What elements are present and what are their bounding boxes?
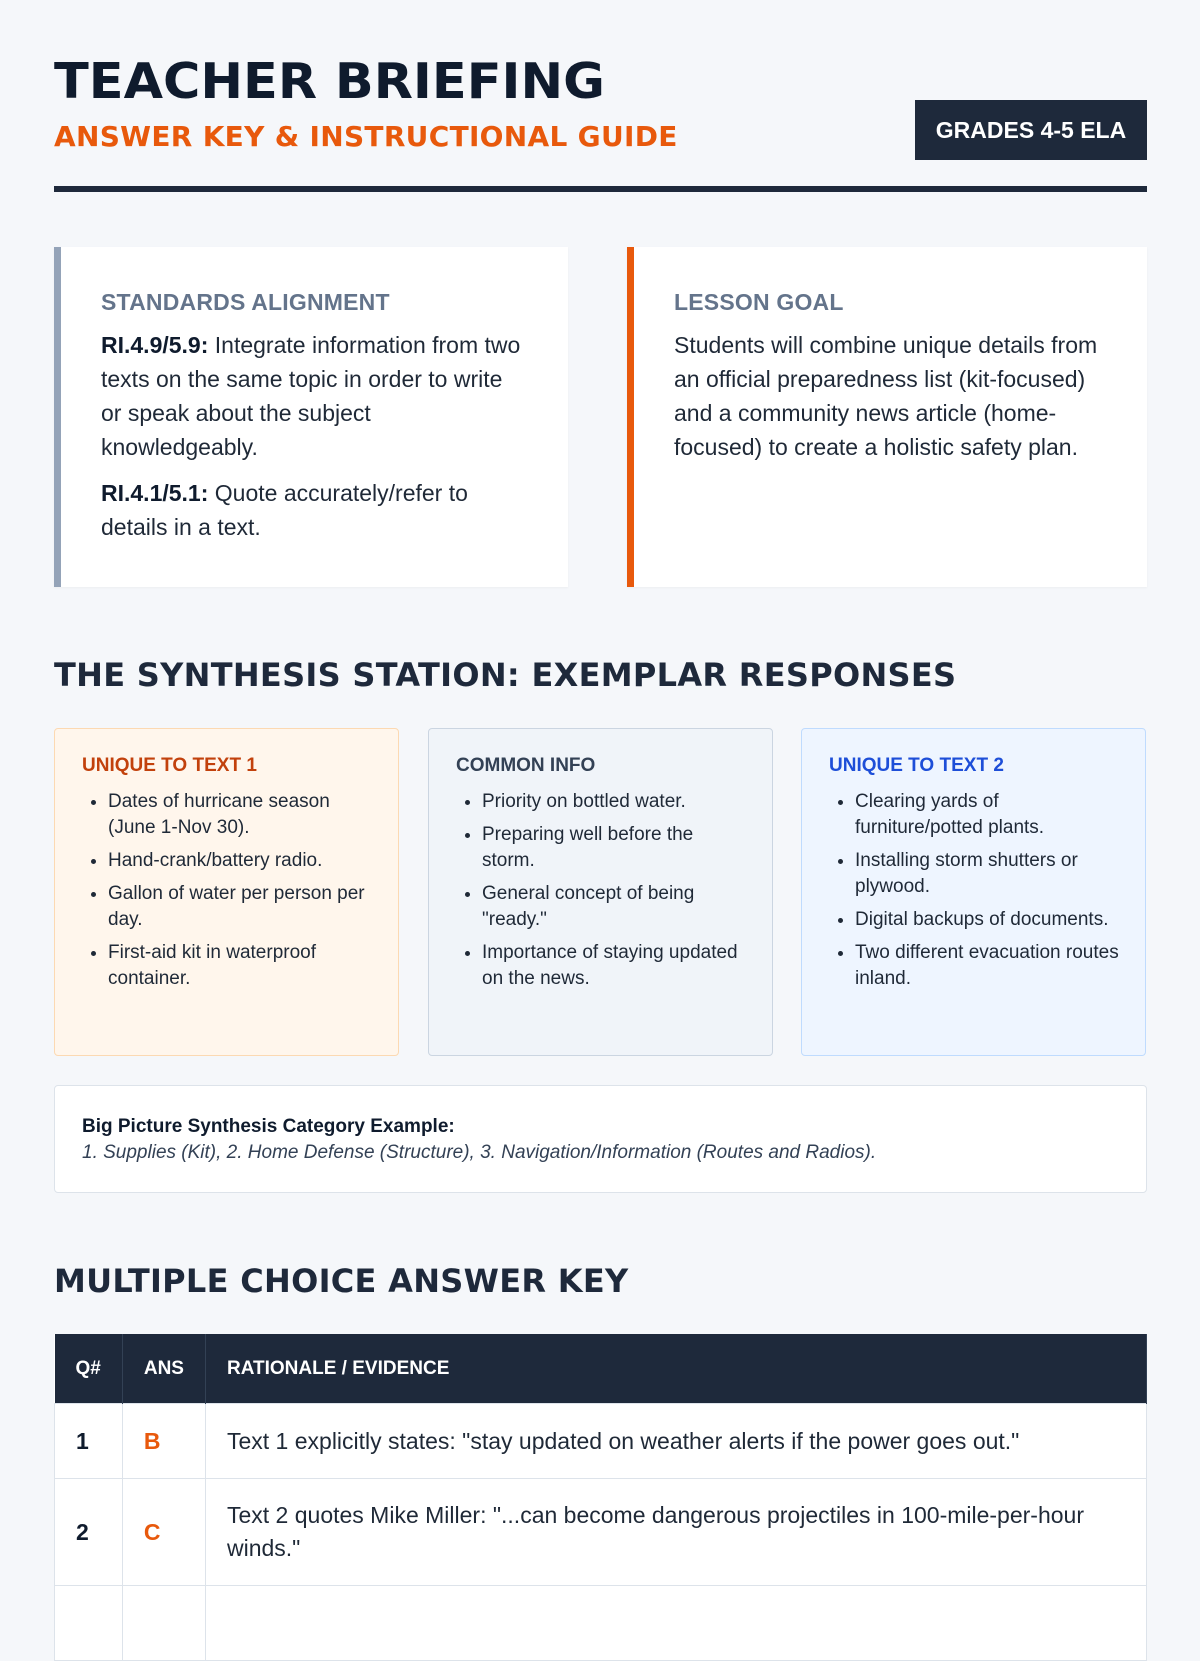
column-header-answer: ANS — [122, 1334, 205, 1404]
answer-key-title: MULTIPLE CHOICE ANSWER KEY — [54, 1262, 629, 1300]
list-item: • Installing storm shutters or plywood. — [855, 848, 1119, 900]
unique-text1-column — [54, 728, 399, 1056]
list-item: • Importance of staying updated on the news. — [482, 940, 746, 992]
answer-letter — [122, 1586, 205, 1661]
answer-key-table — [54, 1334, 1147, 1661]
synthesis-section-title: THE SYNTHESIS STATION: EXEMPLAR RESPONSES — [54, 656, 957, 694]
column-header-rationale: RATIONALE / EVIDENCE — [205, 1334, 1146, 1404]
question-number: 1 — [55, 1404, 123, 1479]
standard-code: RI.4.9/5.9: — [101, 332, 209, 358]
standard-item — [101, 328, 528, 464]
rationale-text: Text 2 quotes Mike Miller: "...can become dangerous projectiles in 100-mile-per-hour winds." — [205, 1479, 1146, 1586]
standard-item — [101, 476, 528, 544]
common-info-column — [428, 728, 773, 1056]
table-row — [55, 1404, 1147, 1479]
rationale-text — [205, 1586, 1146, 1661]
page-header — [54, 52, 1147, 192]
header-divider — [54, 186, 1147, 192]
column-heading: COMMON INFO — [456, 755, 596, 776]
standard-text: Quote accurately/refer to details in a text. — [101, 480, 468, 540]
lesson-goal-heading: LESSON GOAL — [674, 289, 844, 315]
big-picture-text: 1. Supplies (Kit), 2. Home Defense (Structure), 3. Navigation/Information (Routes and Radios). — [82, 1142, 877, 1163]
big-picture-label: Big Picture Synthesis Category Example: — [82, 1116, 455, 1137]
list-item: • Digital backups of documents. — [855, 907, 1119, 933]
list-item: • Two different evacuation routes inland. — [855, 940, 1119, 992]
standards-card — [54, 247, 568, 587]
column-heading: UNIQUE TO TEXT 1 — [82, 755, 257, 776]
list-item: • Hand-crank/battery radio. — [108, 848, 372, 874]
standards-heading: STANDARDS ALIGNMENT — [101, 289, 390, 315]
question-number — [55, 1586, 123, 1661]
column-list — [456, 789, 746, 992]
table-row — [55, 1586, 1147, 1661]
list-item: • General concept of being "ready." — [482, 881, 746, 933]
list-item: • Preparing well before the storm. — [482, 822, 746, 874]
rationale-text: Text 1 explicitly states: "stay updated on weather alerts if the power goes out." — [205, 1404, 1146, 1479]
list-item: • Priority on bottled water. — [482, 789, 746, 815]
column-list — [829, 789, 1119, 992]
lesson-goal-card — [627, 247, 1147, 587]
standard-code: RI.4.1/5.1: — [101, 480, 209, 506]
list-item: • First-aid kit in waterproof container. — [108, 940, 372, 992]
column-header-qnum: Q# — [55, 1334, 123, 1404]
page-subtitle: ANSWER KEY & INSTRUCTIONAL GUIDE — [54, 120, 678, 153]
table-row — [55, 1479, 1147, 1586]
list-item: • Dates of hurricane season (June 1-Nov 30). — [108, 789, 372, 841]
column-heading: UNIQUE TO TEXT 2 — [829, 755, 1004, 776]
big-picture-example — [54, 1085, 1147, 1193]
lesson-goal-text: Students will combine unique details from an official preparedness list (kit-focused) and a community news article (home-focused) to create a holistic safety plan. — [674, 332, 1098, 460]
table-header-row — [55, 1334, 1147, 1404]
list-item: • Clearing yards of furniture/potted plants. — [855, 789, 1119, 841]
answer-letter: B — [122, 1404, 205, 1479]
grade-badge: GRADES 4-5 ELA — [915, 100, 1147, 160]
column-list — [82, 789, 372, 992]
answer-letter: C — [122, 1479, 205, 1586]
question-number: 2 — [55, 1479, 123, 1586]
standard-text: Integrate information from two texts on the same topic in order to write or speak about the subject knowledgeably. — [101, 332, 521, 460]
page-title: TEACHER BRIEFING — [54, 53, 605, 110]
unique-text2-column — [801, 728, 1146, 1056]
list-item: • Gallon of water per person per day. — [108, 881, 372, 933]
